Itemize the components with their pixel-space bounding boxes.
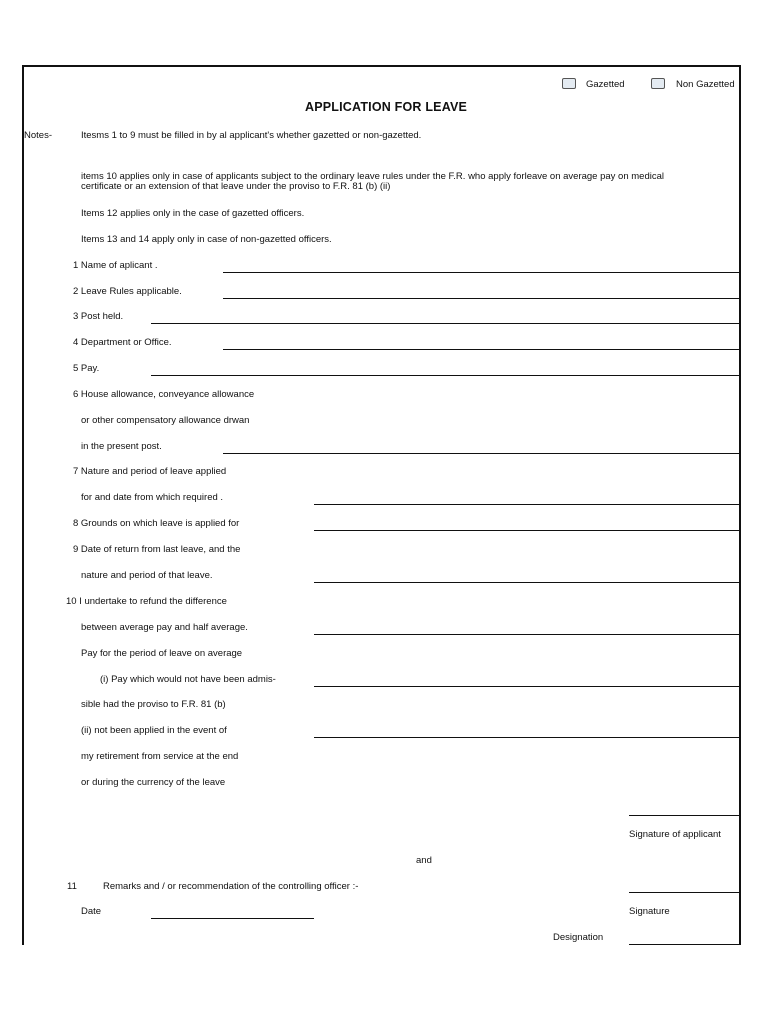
note-3: Items 12 applies only in the case of gazetted officers. bbox=[81, 208, 305, 219]
item-6-label-line-2: or other compensatory allowance drwan bbox=[81, 415, 250, 426]
item-6-label-line-1: 6 House allowance, conveyance allowance bbox=[73, 389, 255, 400]
note-1: Itesms 1 to 9 must be filled in by al applicant's whether gazetted or non-gazetted. bbox=[81, 130, 422, 141]
item-10-field-1[interactable] bbox=[314, 634, 741, 635]
item-10-field-3[interactable] bbox=[314, 737, 741, 738]
item-7-label-line-1: 7 Nature and period of leave applied bbox=[73, 466, 227, 477]
item-9-label-line-2: nature and period of that leave. bbox=[81, 570, 213, 581]
controlling-officer-signature-field[interactable] bbox=[629, 892, 741, 893]
item-10-label-line-2: between average pay and half average. bbox=[81, 622, 248, 633]
designation-label: Designation bbox=[553, 932, 604, 943]
item-5-label: 5 Pay. bbox=[73, 363, 100, 374]
signature-label: Signature bbox=[629, 906, 670, 917]
gazetted-label: Gazetted bbox=[586, 79, 625, 90]
item-10-label-line-4: (i) Pay which would not have been admis- bbox=[100, 674, 276, 685]
item-2-label: 2 Leave Rules applicable. bbox=[73, 286, 182, 297]
item-6-field[interactable] bbox=[223, 453, 741, 454]
item-10-label-line-6: (ii) not been applied in the event of bbox=[81, 725, 227, 736]
item-7-field[interactable] bbox=[314, 504, 741, 505]
item-8-field[interactable] bbox=[314, 530, 741, 531]
gazetted-checkbox[interactable] bbox=[562, 78, 576, 89]
item-11-label: Remarks and / or recommendation of the controlling officer :- bbox=[103, 881, 359, 892]
item-2-field[interactable] bbox=[223, 298, 741, 299]
item-10-label-line-3: Pay for the period of leave on average bbox=[81, 648, 243, 659]
note-2-line-2: certificate or an extension of that leave under the proviso to F.R. 81 (b) (ii) bbox=[81, 181, 391, 192]
item-9-label-line-1: 9 Date of return from last leave, and the bbox=[73, 544, 241, 555]
item-3-field[interactable] bbox=[151, 323, 741, 324]
item-1-field[interactable] bbox=[223, 272, 741, 273]
item-5-field[interactable] bbox=[151, 375, 741, 376]
signature-of-applicant-label: Signature of applicant bbox=[629, 829, 721, 840]
item-4-field[interactable] bbox=[223, 349, 741, 350]
item-8-label: 8 Grounds on which leave is applied for bbox=[73, 518, 240, 529]
item-7-label-line-2: for and date from which required . bbox=[81, 492, 224, 503]
non-gazetted-checkbox[interactable] bbox=[651, 78, 665, 89]
item-10-label-line-1: 10 I undertake to refund the difference bbox=[66, 596, 227, 607]
designation-field[interactable] bbox=[629, 944, 741, 945]
non-gazetted-label: Non Gazetted bbox=[676, 79, 735, 90]
date-label: Date bbox=[81, 906, 102, 917]
item-10-label-line-5: sible had the proviso to F.R. 81 (b) bbox=[81, 699, 226, 710]
item-10-label-line-7: my retirement from service at the end bbox=[81, 751, 239, 762]
item-11-number: 11 bbox=[67, 881, 77, 892]
item-3-label: 3 Post held. bbox=[73, 311, 124, 322]
leave-application-form bbox=[22, 65, 741, 945]
item-4-label: 4 Department or Office. bbox=[73, 337, 172, 348]
item-6-label-line-3: in the present post. bbox=[81, 441, 162, 452]
item-10-label-line-8: or during the currency of the leave bbox=[81, 777, 226, 788]
applicant-signature-field[interactable] bbox=[629, 815, 741, 816]
date-field[interactable] bbox=[151, 918, 314, 919]
notes-label: Notes- bbox=[24, 130, 52, 141]
note-4: Items 13 and 14 apply only in case of non-gazetted officers. bbox=[81, 234, 332, 245]
item-9-field[interactable] bbox=[314, 582, 741, 583]
form-title: APPLICATION FOR LEAVE bbox=[305, 100, 468, 114]
item-1-label: 1 Name of aplicant . bbox=[73, 260, 158, 271]
and-label: and bbox=[416, 855, 432, 866]
item-10-field-2[interactable] bbox=[314, 686, 741, 687]
note-2-line-1: items 10 applies only in case of applicants subject to the ordinary leave rules under the F.R. who apply forleave on average pay on medical bbox=[81, 171, 665, 182]
